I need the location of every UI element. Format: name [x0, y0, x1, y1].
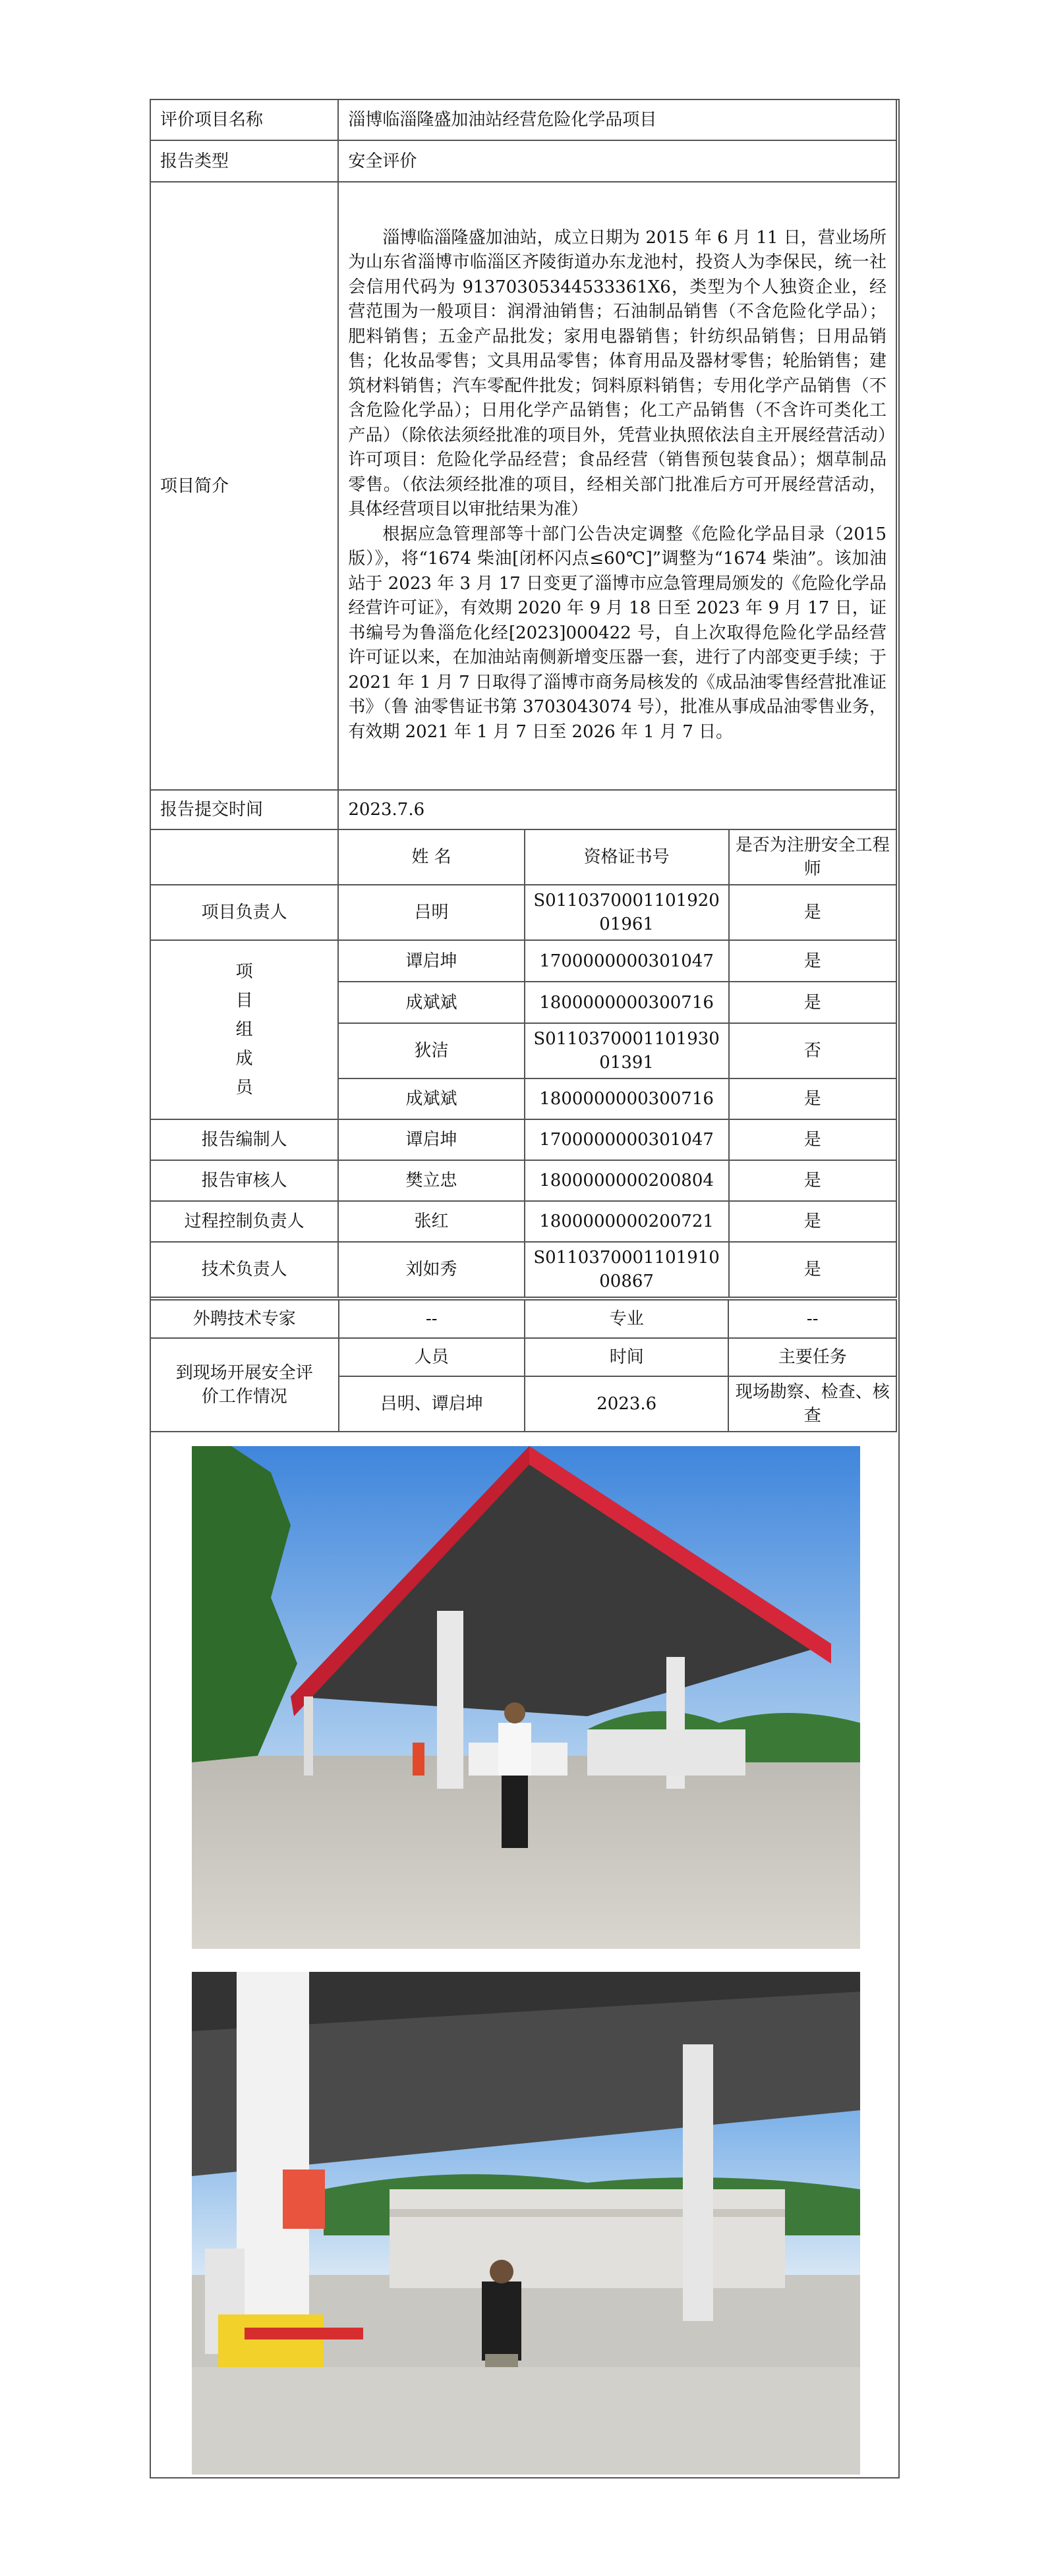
reviewer-cert: 1800000000200804: [525, 1160, 729, 1201]
expert-label: 外聘技术专家: [150, 1300, 339, 1338]
member-name: 谭启坤: [338, 940, 524, 982]
header-name: 姓 名: [338, 829, 524, 885]
member-name: 成斌斌: [338, 1078, 524, 1119]
site-header-task: 主要任务: [728, 1338, 896, 1376]
member-cert: 1800000000300716: [525, 1078, 729, 1119]
members-label-char: 目: [235, 991, 253, 1011]
member-cert: 1800000000300716: [525, 982, 729, 1023]
intro-text: [338, 182, 896, 790]
leader-engineer: 是: [729, 885, 896, 940]
member-engineer: 是: [729, 1078, 896, 1119]
submit-time-label: 报告提交时间: [150, 790, 338, 829]
expert-major: --: [728, 1300, 896, 1338]
leader-name: 吕明: [338, 885, 524, 940]
members-label-char: 组: [235, 1020, 253, 1040]
project-name-label: 评价项目名称: [150, 99, 338, 140]
process-label: 过程控制负责人: [150, 1201, 338, 1242]
site-header-people: 人员: [339, 1338, 525, 1376]
member-name: 狄洁: [338, 1023, 524, 1078]
member-engineer: 否: [729, 1023, 896, 1078]
report-type-label: 报告类型: [150, 140, 338, 182]
member-engineer: 是: [729, 982, 896, 1023]
intro-paragraph-1: 淄博临淄隆盛加油站，成立日期为 2015 年 6 月 11 日，营业场所为山东省淄博市临淄区齐陵街道办东龙池村，投资人为李保民，统一社会信用代码为 91370305344533361X6，类型为个人独资企业，经营范围为一般项目：润滑油销售；石油制品销售（不含危险化学品）；肥料销售；五金产品批发；家用电器销售；针纺织品销售；日用品销售；化妆品零售；文具用品零售；体育用品及器材零售；轮胎销售；建筑材料销售；汽车零配件批发；饲料原料销售；专用化学产品销售（不含危险化学品）；日用化学产品销售；化工产品销售（不含许可类化工产品）（除依法须经批准的项目外，凭营业执照依法自主开展经营活动）许可项目：危险化学品经营；食品经营（销售预包装食品）；烟草制品零售。（依法须经批准的项目，经相关部门批准后方可开展经营活动，具体经营项目以审批结果为准）: [348, 227, 886, 520]
site-task: 现场勘察、检查、核查: [728, 1376, 896, 1432]
report-type-value: 安全评价: [338, 140, 896, 182]
process-name: 张红: [338, 1201, 524, 1242]
site-photos: [150, 1440, 900, 2478]
expert-major-label: 专业: [525, 1300, 728, 1338]
compiler-cert: 1700000000301047: [525, 1119, 729, 1160]
intro-label: 项目简介: [150, 182, 338, 790]
leader-cert: S011037000110192001961: [525, 885, 729, 940]
site-photo-station: [192, 1972, 860, 2475]
reviewer-engineer: 是: [729, 1160, 896, 1201]
site-label: 到现场开展安全评价工作情况: [150, 1338, 339, 1432]
process-cert: 1800000000200721: [525, 1201, 729, 1242]
members-label: [150, 940, 338, 1119]
submit-time-value: 2023.7.6: [338, 790, 896, 829]
intro-paragraph-2: 根据应急管理部等十部门公告决定调整《危险化学品目录（2015 版）》，将“1674 柴油[闭杯闪点≤60℃]”调整为“1674 柴油”。该加油站于 2023 年 3 月 17 日变更了淄博市应急管理局颁发的《危险化学品经营许可证》，有效期 2020 年 9 月 18 日至 2023 年 9 月 17 日，证书编号为鲁淄危化经[2023]000422 号，自上次取得危险化学品经营许可证以来，在加油站南侧新增变压器一套，进行了内部变更手续；于 2021 年 1 月 7 日取得了淄博市商务局核发的《成品油零售经营批准证书》（鲁 油零售证书第 3703043074 号），批准从事成品油零售业务，有效期 2021 年 1 月 7 日至 2026 年 1 月 7 日。: [348, 524, 886, 742]
staff-table: [150, 829, 897, 1298]
leader-label: 项目负责人: [150, 885, 338, 940]
reviewer-name: 樊立忠: [338, 1160, 524, 1201]
expert-name: --: [339, 1300, 525, 1338]
header-engineer: 是否为注册安全工程师: [729, 829, 896, 885]
process-engineer: 是: [729, 1201, 896, 1242]
member-name: 成斌斌: [338, 982, 524, 1023]
project-info-table: [150, 99, 897, 830]
staff-header-empty: [150, 829, 338, 885]
member-cert: S011037000110193001391: [525, 1023, 729, 1078]
tech-label: 技术负责人: [150, 1242, 338, 1297]
header-cert: 资格证书号: [525, 829, 729, 885]
member-cert: 1700000000301047: [525, 940, 729, 982]
site-work-table: [150, 1299, 897, 1432]
members-label-char: 项: [235, 962, 253, 982]
compiler-engineer: 是: [729, 1119, 896, 1160]
site-people: 吕明、谭启坤: [339, 1376, 525, 1432]
tech-engineer: 是: [729, 1242, 896, 1297]
compiler-name: 谭启坤: [338, 1119, 524, 1160]
members-label-char: 成: [235, 1049, 253, 1069]
tech-name: 刘如秀: [338, 1242, 524, 1297]
reviewer-label: 报告审核人: [150, 1160, 338, 1201]
tech-cert: S011037000110191000867: [525, 1242, 729, 1297]
site-header-time: 时间: [525, 1338, 728, 1376]
site-photo-canopy: [192, 1446, 860, 1949]
site-time: 2023.6: [525, 1376, 728, 1432]
member-engineer: 是: [729, 940, 896, 982]
members-label-char: 员: [235, 1078, 253, 1098]
compiler-label: 报告编制人: [150, 1119, 338, 1160]
project-name-value: 淄博临淄隆盛加油站经营危险化学品项目: [338, 99, 896, 140]
